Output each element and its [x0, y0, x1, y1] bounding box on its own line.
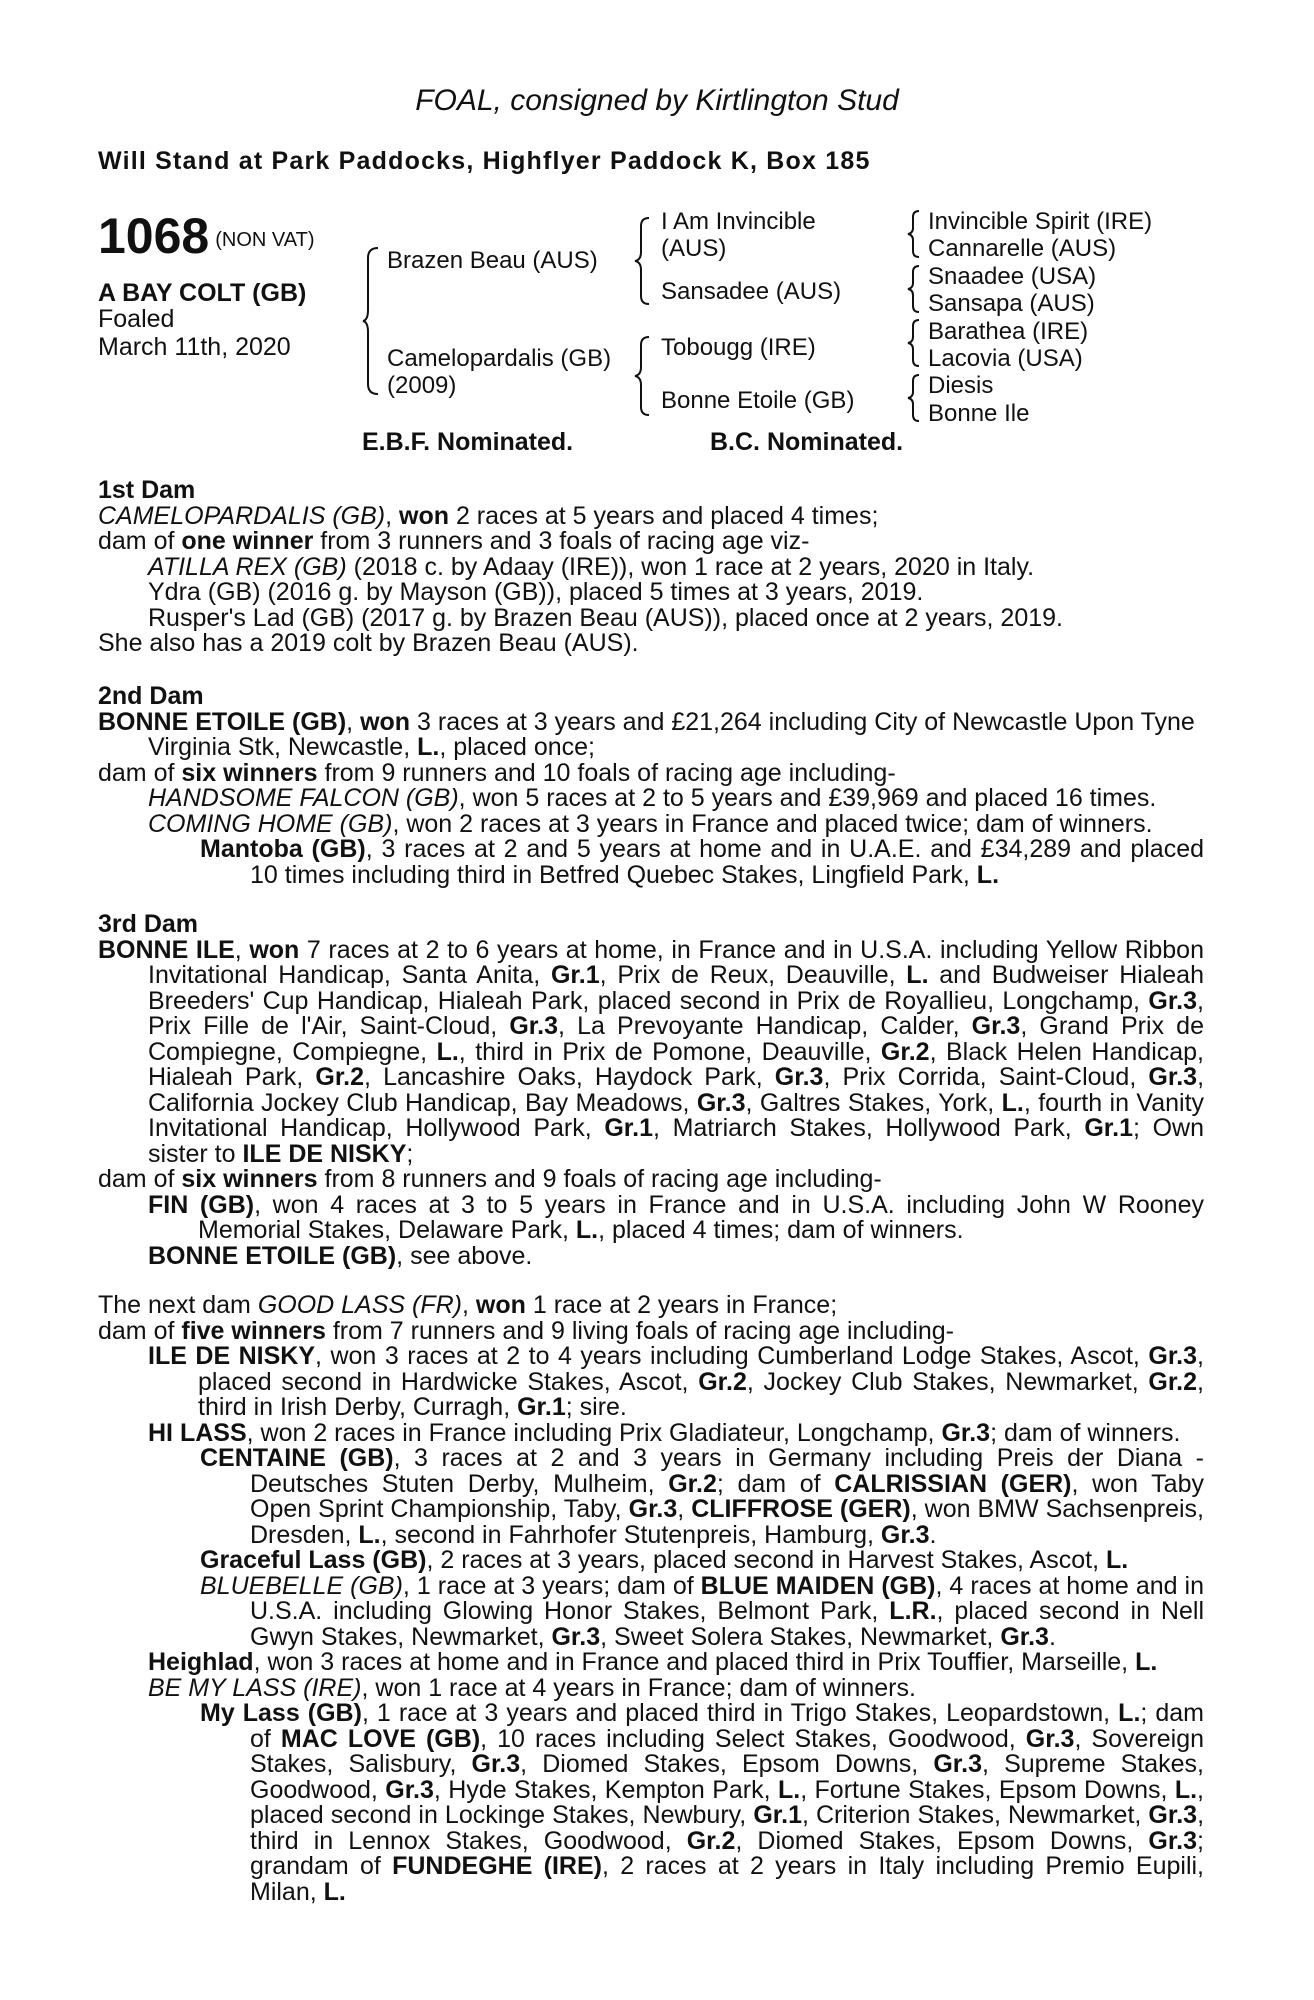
list-item: FIN (GB), won 4 races at 3 to 5 years in France and in U.S.A. including John W Rooney Memorial Stakes, Delaware Park, L., placed 4 times; dam of winners.: [148, 1190, 1204, 1244]
page-title: FOAL, consigned by Kirtlington Stud: [415, 84, 899, 117]
pedigree-g1: Invincible Spirit (IRE): [928, 208, 1153, 235]
second-dam-produce-summary: dam of six winners from 9 runners and 10 foals of racing age including-: [98, 758, 896, 787]
list-item: COMING HOME (GB), won 2 races at 3 years in France and placed twice; dam of winners.: [148, 809, 1153, 838]
pedigree-g6: Lacovia (USA): [928, 345, 1083, 372]
lot-number: [98, 208, 314, 268]
second-dam-heading: 2nd Dam: [98, 682, 204, 710]
pedigree-g2: Cannarelle (AUS): [928, 235, 1117, 262]
list-item: Graceful Lass (GB), 2 races at 3 years, placed second in Harvest Stakes, Ascot, L.: [200, 1546, 1129, 1574]
pedigree-brace-g4: [906, 373, 922, 423]
pedigree-dam-year: (2009): [387, 372, 457, 399]
first-dam-produce-summary: dam of one winner from 3 runners and 3 foals of racing age viz-: [98, 527, 810, 555]
list-item: BLUEBELLE (GB), 1 race at 3 years; dam of BLUE MAIDEN (GB), 4 races at home and in U.S.A. including Glowing Honor Stakes, Belmont Park, L.R., placed second in Nell Gwyn Stakes, Newmarket, Gr.3, Sweet Solera Stakes, Newmarket, Gr.3.: [200, 1571, 1204, 1651]
pedigree-g5: Barathea (IRE): [928, 318, 1089, 345]
list-item: CENTAINE (GB), 3 races at 2 and 3 years in Germany including Preis der Diana - Deutsches Stuten Derby, Mulheim, Gr.2; dam of CALRISSIAN (GER), won Taby Open Sprint Championship, Taby, Gr.3, CLIFFROSE (GER), won BMW Sachsenpreis, Dresden, L., second in Fahrhofer Stutenpreis, Hamburg, Gr.3.: [200, 1444, 1204, 1549]
lot-description: A BAY COLT (GB): [98, 279, 307, 307]
list-item: Ydra (GB) (2016 g. by Mayson (GB)), placed 5 times at 3 years, 2019.: [148, 578, 924, 606]
list-item: Rusper's Lad (GB) (2017 g. by Brazen Beau (AUS)), placed once at 2 years, 2019.: [148, 603, 1063, 632]
list-item: ILE DE NISKY, won 3 races at 2 to 4 years including Cumberland Lodge Stakes, Ascot, Gr.3, placed second in Hardwicke Stakes, Ascot, Gr.2, Jockey Club Stakes, Newmarket, Gr.2, third in Irish Derby, Curragh, Gr.1; sire.: [148, 1342, 1204, 1421]
pedigree-dam-dam: Bonne Etoile (GB): [661, 387, 855, 414]
pedigree-dam-sire: Tobougg (IRE): [661, 334, 816, 361]
second-dam-section: [98, 684, 1204, 888]
pedigree-dam: Camelopardalis (GB): [387, 345, 612, 372]
pedigree-brace-dam: [633, 335, 653, 417]
list-item: ATILLA REX (GB) (2018 c. by Adaay (IRE)), won 1 race at 2 years, 2020 in Italy.: [148, 552, 1035, 581]
third-dam-heading: 3rd Dam: [98, 910, 199, 938]
foaled-info: [98, 305, 291, 361]
stand-location: Will Stand at Park Paddocks, Highflyer Paddock K, Box 185: [98, 147, 871, 175]
lot-number-value: 1068: [98, 208, 210, 264]
pedigree-sire-sire-2: (AUS): [661, 235, 727, 262]
pedigree-g4: Sansapa (AUS): [928, 290, 1095, 317]
pedigree-sire-dam: Sansadee (AUS): [661, 278, 842, 305]
list-item: HI LASS, won 2 races in France including Prix Gladiateur, Longchamp, Gr.3; dam of winners.: [148, 1418, 1181, 1447]
foaled-label: Foaled: [98, 305, 175, 333]
second-dam-line: BONNE ETOILE (GB), won 3 races at 3 years and £21,264 including City of Newcastle Upon Tyne Virginia Stk, Newcastle, L., placed once;: [98, 707, 1195, 761]
list-item: BONNE ETOILE (GB), see above.: [148, 1241, 533, 1270]
pedigree-brace-sire: [633, 216, 653, 306]
next-dam-section: [98, 1293, 1204, 1905]
pedigree-brace-main: [362, 246, 382, 396]
pedigree-sire-sire-1: I Am Invincible: [661, 208, 816, 235]
bc-nominated: B.C. Nominated.: [710, 428, 904, 456]
foaled-date: March 11th, 2020: [98, 333, 291, 361]
won-label: won: [399, 501, 450, 530]
pedigree-g7: Diesis: [928, 372, 994, 399]
list-item: HANDSOME FALCON (GB), won 5 races at 2 to 5 years and £39,969 and placed 16 times.: [148, 784, 1157, 812]
pedigree-brace-g3: [906, 318, 922, 368]
first-dam-section: [98, 478, 1204, 657]
pedigree-brace-g1: [906, 209, 922, 259]
list-item: Heighlad, won 3 races at home and in France and placed third in Prix Touffier, Marseille, L.: [148, 1648, 1158, 1676]
list-item: Mantoba (GB), 3 races at 2 and 5 years at home and in U.A.E. and £34,289 and placed 10 times including third in Betfred Quebec Stakes, Lingfield Park, L.: [200, 835, 1205, 889]
next-dam-line: The next dam GOOD LASS (FR), won 1 race at 2 years in France;: [98, 1291, 838, 1319]
first-dam-heading: 1st Dam: [98, 476, 196, 504]
pedigree-sire: Brazen Beau (AUS): [387, 247, 598, 274]
pedigree-g3: Snaadee (USA): [928, 263, 1097, 290]
list-item: My Lass (GB), 1 race at 3 years and placed third in Trigo Stakes, Leopardstown, L.; dam of MAC LOVE (GB), 10 races including Select Stakes, Goodwood, Gr.3, Sovereign Stakes, Salisbury, Gr.3, Diomed Stakes, Epsom Downs, Gr.3, Supreme Stakes, Goodwood, Gr.3, Hyde Stakes, Kempton Park, L., Fortune Stakes, Epsom Downs, L., placed second in Lockinge Stakes, Newbury, Gr.1, Criterion Stakes, Newmarket, Gr.3, third in Lennox Stakes, Goodwood, Gr.2, Diomed Stakes, Epsom Downs, Gr.3; grandam of FUNDEGHE (IRE), 2 races at 2 years in Italy including Premio Eupili, Milan, L.: [200, 1699, 1205, 1906]
first-dam-name: CAMELOPARDALIS (GB): [98, 501, 386, 530]
list-item: BE MY LASS (IRE), won 1 race at 4 years in France; dam of winners.: [148, 1673, 916, 1702]
first-dam-closing: She also has a 2019 colt by Brazen Beau (AUS).: [98, 629, 639, 657]
vat-status: (NON VAT): [215, 228, 315, 251]
ebf-nominated: E.B.F. Nominated.: [362, 428, 574, 456]
third-dam-produce-summary: dam of six winners from 8 runners and 9 foals of racing age including-: [98, 1165, 882, 1193]
pedigree-g8: Bonne Ile: [928, 400, 1030, 427]
third-dam-section: [98, 912, 1204, 1269]
pedigree-brace-g2: [906, 264, 922, 314]
next-dam-produce-summary: dam of five winners from 7 runners and 9 living foals of racing age including-: [98, 1316, 954, 1345]
first-dam-line: CAMELOPARDALIS (GB), won 2 races at 5 years and placed 4 times;: [98, 501, 879, 530]
third-dam-line: BONNE ILE, won 7 races at 2 to 6 years at home, in France and in U.S.A. including Yellow Ribbon Invitational Handicap, Santa Anita, Gr.1, Prix de Reux, Deauville, L. and Budweiser Hialeah Breeders' Cup Handicap, Hialeah Park, placed second in Prix de Royallieu, Longchamp, Gr.3, Prix Fille de l'Air, Saint-Cloud, Gr.3, La Prevoyante Handicap, Calder, Gr.3, Grand Prix de Compiegne, Compiegne, L., third in Prix de Pomone, Deauville, Gr.2, Black Helen Handicap, Hialeah Park, Gr.2, Lancashire Oaks, Haydock Park, Gr.3, Prix Corrida, Saint-Cloud, Gr.3, California Jockey Club Handicap, Bay Meadows, Gr.3, Galtres Stakes, York, L., fourth in Vanity Invitational Handicap, Hollywood Park, Gr.1, Matriarch Stakes, Hollywood Park, Gr.1; Own sister to ILE DE NISKY;: [98, 935, 1205, 1168]
